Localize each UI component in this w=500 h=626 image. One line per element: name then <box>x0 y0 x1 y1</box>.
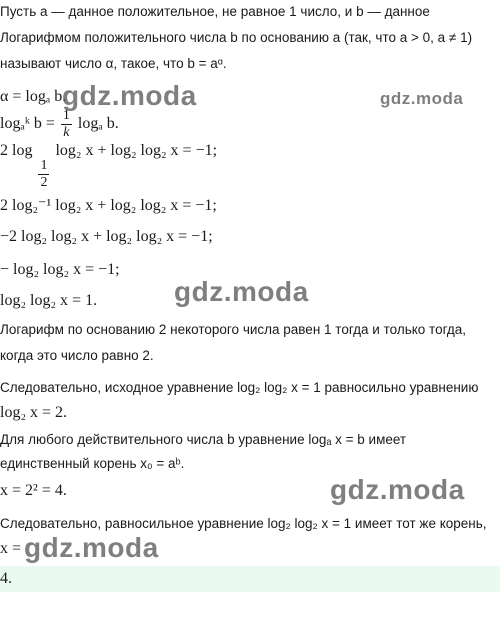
equation-x-value: x = 2² = 4. <box>0 482 67 499</box>
fraction-denominator: 2 <box>40 175 48 190</box>
equation-step-4: − log₂ log₂ x = −1; <box>0 261 120 278</box>
equation-step-1-left: 2 log <box>0 142 33 159</box>
formula-log-power-right: logₐ b. <box>77 115 119 133</box>
text-line-18: Следовательно, равносильное уравнение log₂ log₂ x = 1 имеет тот же корень, <box>0 516 487 531</box>
text-line-3: называют число α, такое, что b = aᵅ. <box>0 56 227 71</box>
formula-log-power-left: logₐᵏ b = <box>0 115 55 133</box>
equation-step-2: 2 log₂⁻¹ log₂ x + log₂ log₂ x = −1; <box>0 197 217 214</box>
equation-step-1-right: log₂ x + log₂ log₂ x = −1; <box>55 142 218 159</box>
fraction-numerator: 1 <box>40 158 48 173</box>
formula-log-power <box>0 108 119 141</box>
watermark-logo: gdz.moda <box>380 89 464 108</box>
watermark-logo: gdz.moda <box>330 474 465 505</box>
text-line-11: Логарифм по основанию 2 некоторого числа равен 1 тогда и только тогда, <box>0 322 467 337</box>
answer-value: 4. <box>0 570 12 587</box>
fraction-one-half <box>38 158 49 191</box>
equation-step-3: −2 log₂ log₂ x + log₂ log₂ x = −1; <box>0 228 213 245</box>
text-line-2: Логарифмом положительного числа b по основанию a (так, что a > 0, a ≠ 1) <box>0 30 473 45</box>
fraction-one-over-k <box>61 108 72 141</box>
equation-step-1 <box>0 142 217 191</box>
text-line-12: когда это число равно 2. <box>0 348 154 363</box>
text-line-1: Пусть a — данное положительное, не равное 1 число, и b — данное <box>0 4 430 19</box>
fraction-numerator: 1 <box>62 108 70 123</box>
text-line-13: Следовательно, исходное уравнение log₂ log₂ x = 1 равносильно уравнению <box>0 380 479 395</box>
text-line-15: Для любого действительного числа b уравнение logₐ x = b имеет <box>0 432 407 447</box>
watermark-logo: gdz.moda <box>62 80 197 111</box>
watermark-logo: gdz.moda <box>24 532 159 563</box>
text-line-16: единственный корень x₀ = aᵇ. <box>0 456 185 471</box>
answer-highlight <box>0 566 500 592</box>
equation-log-x: log₂ x = 2. <box>0 404 68 421</box>
equation-step-5: log₂ log₂ x = 1. <box>0 292 98 309</box>
formula-alpha: α = logₐ b. <box>0 88 67 105</box>
equation-x-equals: x = <box>0 540 22 557</box>
watermark-logo: gdz.moda <box>174 276 309 307</box>
fraction-denominator: k <box>63 125 70 140</box>
